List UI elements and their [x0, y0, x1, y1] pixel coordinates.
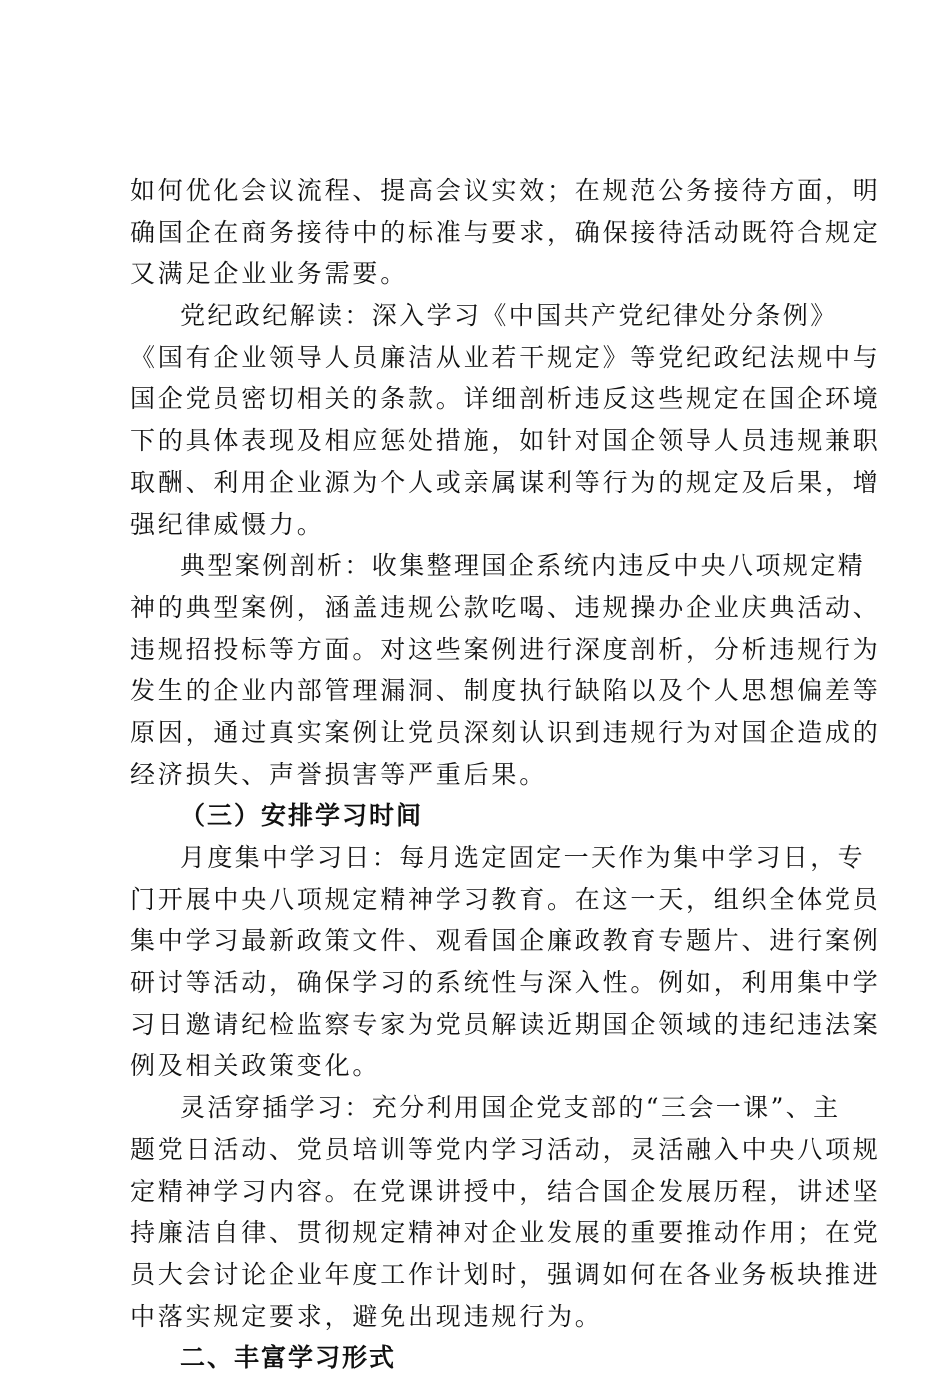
- paragraph-line: 习日邀请纪检监察专家为党员解读近期国企领域的违纪违法案: [130, 1009, 881, 1039]
- paragraph-line: 下的具体表现及相应惩处措施，如针对国企领导人员违规兼职: [130, 426, 881, 456]
- paragraph-line: 经济损失、声誉损害等严重后果。: [130, 759, 548, 789]
- paragraph-line: 党纪政纪解读：深入学习《中国共产党纪律处分条例》: [180, 301, 838, 331]
- paragraph-line: 又满足企业业务需要。: [130, 259, 409, 289]
- paragraph-line: 强纪律威慑力。: [130, 509, 325, 539]
- chapter-heading: 二、丰富学习形式: [180, 1343, 397, 1373]
- paragraph-line: 门开展中央八项规定精神学习教育。在这一天，组织全体党员: [130, 884, 881, 914]
- paragraph-line: 研讨等活动，确保学习的系统性与深入性。例如，利用集中学: [130, 968, 881, 998]
- paragraph-line: 《国有企业领导人员廉洁从业若干规定》等党纪政纪法规中与: [130, 342, 881, 372]
- paragraph-line: 国企党员密切相关的条款。详细剖析违反这些规定在国企环境: [130, 384, 881, 414]
- paragraph-line: 持廉洁自律、贯彻规定精神对企业发展的重要推动作用；在党: [130, 1218, 881, 1248]
- paragraph-line: 取酬、利用企业源为个人或亲属谋利等行为的规定及后果，增: [130, 467, 881, 497]
- paragraph-line: 中落实规定要求，避免出现违规行为。: [130, 1301, 603, 1331]
- paragraph-line: 集中学习最新政策文件、观看国企廉政教育专题片、进行案例: [130, 926, 881, 956]
- paragraph-line: 员大会讨论企业年度工作计划时，强调如何在各业务板块推进: [130, 1259, 881, 1289]
- paragraph-line: 发生的企业内部管理漏洞、制度执行缺陷以及个人思想偏差等: [130, 676, 881, 706]
- paragraph-line: 题党日活动、党员培训等党内学习活动，灵活融入中央八项规: [130, 1134, 881, 1164]
- paragraph-line: 月度集中学习日：每月选定固定一天作为集中学习日，专: [180, 843, 866, 872]
- paragraph-line: 确国企在商务接待中的标准与要求，确保接待活动既符合规定: [130, 217, 881, 247]
- paragraph-line: 神的典型案例，涵盖违规公款吃喝、违规操办企业庆典活动、: [130, 592, 881, 622]
- paragraph-line: 违规招投标等方面。对这些案例进行深度剖析，分析违规行为: [130, 634, 881, 664]
- section-heading: （三）安排学习时间: [180, 801, 424, 831]
- paragraph-line: 定精神学习内容。在党课讲授中，结合国企发展历程，讲述坚: [130, 1176, 881, 1206]
- paragraph-line: 例及相关政策变化。: [130, 1051, 381, 1081]
- document-body: [130, 170, 881, 1379]
- paragraph-line: 典型案例剖析：收集整理国企系统内违反中央八项规定精: [180, 551, 866, 581]
- paragraph-line: 灵活穿插学习：充分利用国企党支部的“三会一课”、主: [180, 1093, 841, 1123]
- paragraph-line: 如何优化会议流程、提高会议实效；在规范公务接待方面，明: [130, 176, 881, 205]
- paragraph-line: 原因，通过真实案例让党员深刻认识到违规行为对国企造成的: [130, 717, 881, 747]
